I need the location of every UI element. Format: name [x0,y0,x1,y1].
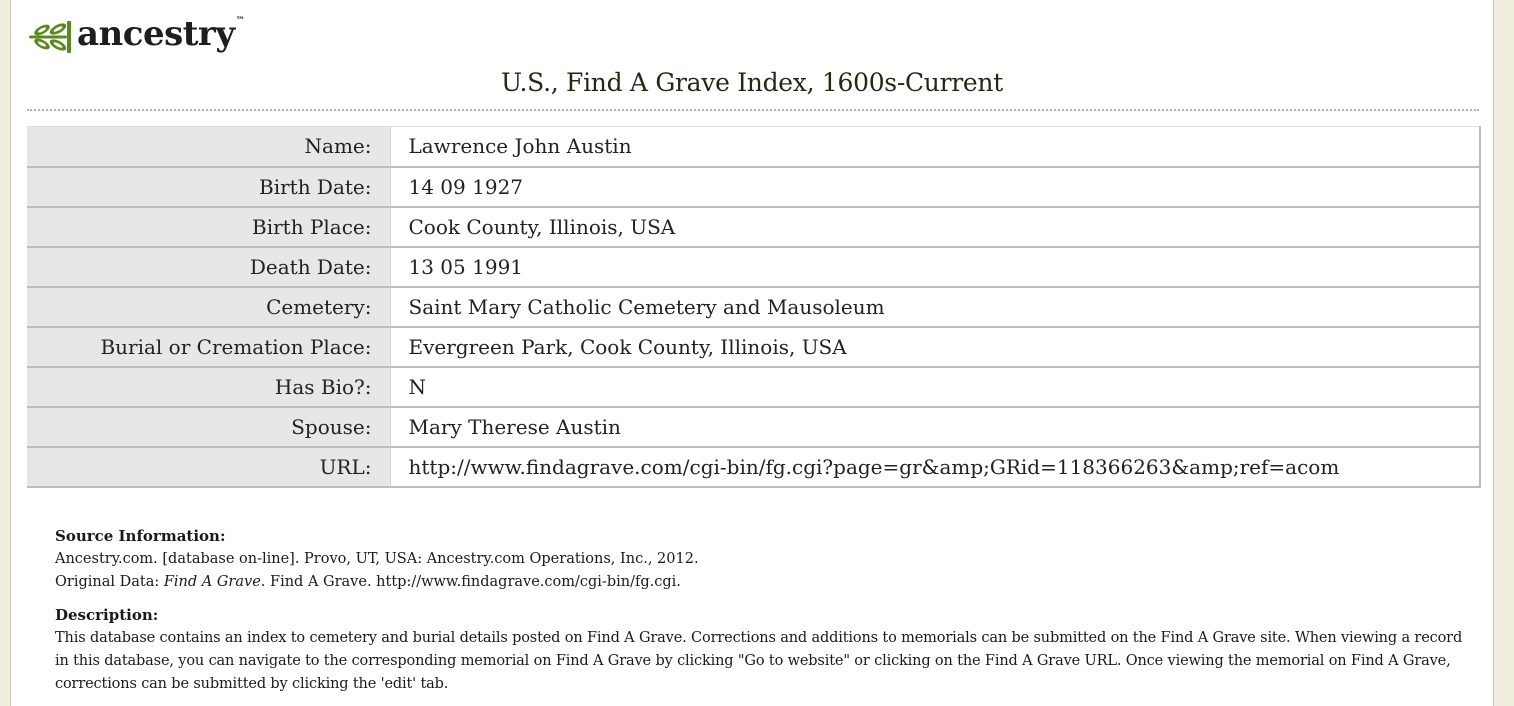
field-value: 14 09 1927 [390,167,1480,207]
field-label: URL: [27,447,390,487]
record-table [27,126,1481,488]
field-value: Cook County, Illinois, USA [390,207,1480,247]
ancestry-logo[interactable] [27,14,244,60]
page-title: U.S., Find A Grave Index, 1600s-Current [501,68,1003,97]
field-value: Saint Mary Catholic Cemetery and Mausoleum [390,287,1480,327]
original-data: Original Data: Find A Grave. Find A Grave. http://www.findagrave.com/cgi-bin/fg.cgi. [55,574,681,590]
table-row [27,327,1480,367]
logo-wordmark: ancestry™ [77,14,245,54]
table-row [27,367,1480,407]
leaf-icon [27,17,73,57]
field-label: Death Date: [27,247,390,287]
table-row [27,247,1480,287]
field-value: 13 05 1991 [390,247,1480,287]
description-text: This database contains an index to cemetery and burial details posted on Find A Grave. Corrections and additions to memorials can be submitted on the Find A Grave site. When viewing a record in this database, you can navigate to the corresponding memorial on Find A Grave by clicking "Go to website" or clicking on the Find A Grave URL. Once viewing the memorial on Find A Grave, corrections can be submitted by clicking the 'edit' tab. [55,630,1463,692]
source-citation: Ancestry.com. [database on-line]. Provo, UT, USA: Ancestry.com Operations, Inc., 2012. [55,551,699,567]
field-label: Birth Place: [27,207,390,247]
table-row [27,167,1480,207]
field-value: Lawrence John Austin [390,127,1480,167]
table-row [27,447,1480,487]
original-data-title: Find A Grave [163,574,261,590]
field-value: Mary Therese Austin [390,407,1480,447]
field-value: N [390,367,1480,407]
record-page [10,0,1494,706]
table-row [27,127,1480,167]
field-label: Has Bio?: [27,367,390,407]
title-divider [27,109,1479,111]
field-label: Birth Date: [27,167,390,207]
table-row [27,207,1480,247]
source-heading: Source Information: [55,527,226,545]
field-label: Burial or Cremation Place: [27,327,390,367]
source-section [55,525,1463,696]
field-label: Cemetery: [27,287,390,327]
table-row [27,407,1480,447]
field-value: Evergreen Park, Cook County, Illinois, USA [390,327,1480,367]
description-heading: Description: [55,606,159,624]
record-url-value[interactable]: http://www.findagrave.com/cgi-bin/fg.cgi?page=gr&amp;GRid=118366263&amp;ref=acom [390,447,1480,487]
table-row [27,287,1480,327]
field-label: Name: [27,127,390,167]
field-label: Spouse: [27,407,390,447]
